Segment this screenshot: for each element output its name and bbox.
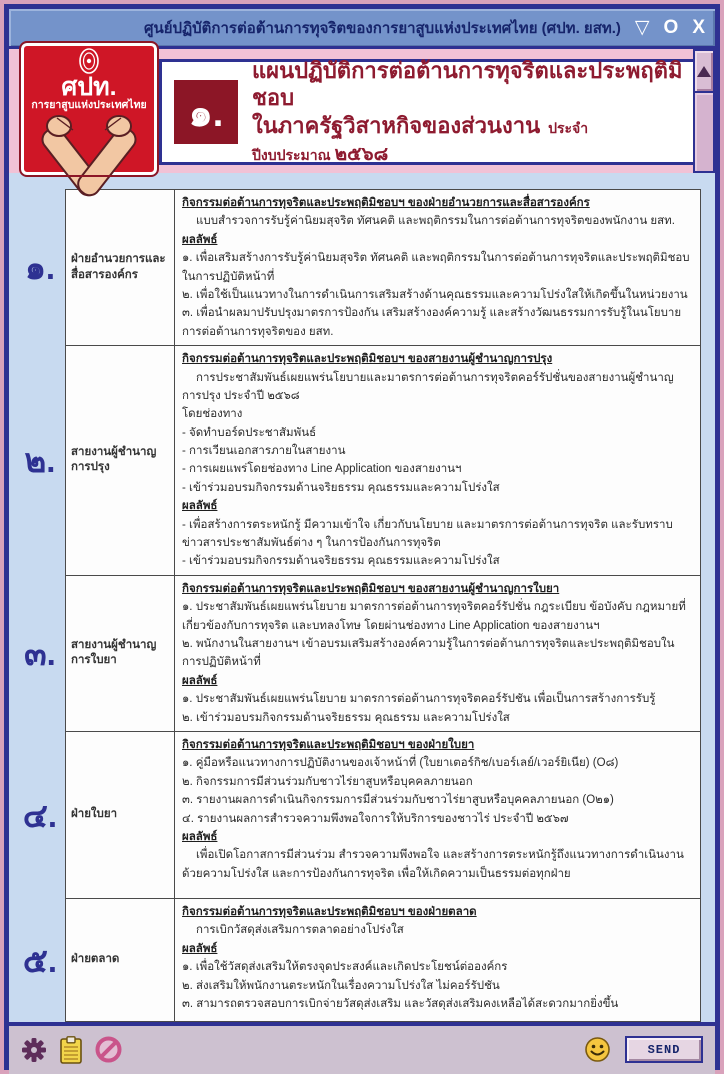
cell-line: ๔. รายงานผลการสำรวจความพึงพอใจการให้บริการของชาวไร่ ประจำปี ๒๕๖๗ [182, 812, 569, 825]
logo-org-name: การยาสูบแห่งประเทศไทย [31, 99, 147, 112]
cell-line: ๓. สามารถตรวจสอบการเบิกจ่ายวัสดุส่งเสริม และวัสดุส่งเสริมคงเหลือได้สะดวกมากยิ่งขึ้น [182, 997, 619, 1010]
department-cell: ฝ่ายใบยา [65, 731, 175, 899]
cell-heading: กิจกรรมต่อต้านการทุจริตและประพฤติมิชอบฯ ของสายงานผู้ชำนาญการใบยา [182, 582, 560, 595]
cell-heading: ผลลัพธ์ [182, 500, 218, 513]
activities-cell [174, 731, 701, 899]
crossed-arms-icon [33, 114, 145, 174]
activities-cell [174, 575, 701, 732]
activities-cell [174, 898, 701, 1022]
department-cell: สายงานผู้ชำนาญการใบยา [65, 575, 175, 732]
toolbar-left-group [21, 1036, 572, 1064]
cell-line: - เข้าร่วมอบรมกิจกรรมด้านจริยธรรม คุณธรรมและความโปร่งใส [182, 555, 500, 568]
cell-line: การเบิกวัสดุส่งเสริมการตลาดอย่างโปร่งใส [196, 924, 404, 937]
table-row [15, 576, 701, 732]
department-cell: ฝ่ายตลาด [65, 898, 175, 1022]
row-number: ๑. [24, 249, 56, 287]
cell-line: - การเผยแพร่โดยช่องทาง Line Application ของสายงานฯ [182, 463, 462, 476]
cell-line: - เข้าร่วมอบรมกิจกรรมด้านจริยธรรม คุณธรรมและความโปร่งใส [182, 481, 500, 494]
cell-line: ๑. คู่มือหรือแนวทางการปฏิบัติงานของเจ้าหน้าที่ (ใบยาเตอร์กิช/เบอร์เลย์/เวอร์ยิเนีย) (O๘) [182, 757, 619, 770]
cell-heading: ผลลัพธ์ [182, 942, 218, 955]
cell-heading: กิจกรรมต่อต้านการทุจริตและประพฤติมิชอบฯ ของฝ่ายอำนวยการและสื่อสารองค์กร [182, 197, 590, 209]
cell-heading: กิจกรรมต่อต้านการทุจริตและประพฤติมิชอบฯ ของสายงานผู้ชำนาญการปรุง [182, 353, 553, 366]
header-banner [159, 59, 707, 165]
scrollbar-track[interactable] [693, 93, 715, 173]
table-row [15, 899, 701, 1022]
department-cell: สายงานผู้ชำนาญการปรุง [65, 345, 175, 576]
cell-line: ๒. เพื่อใช้เป็นแนวทางในการดำเนินการเสริมสร้างด้านคุณธรรมและความโปร่งใสให้เกิดขึ้นในหน่วยงาน [182, 288, 688, 301]
cell-line: การประชาสัมพันธ์เผยแพร่นโยบายและมาตรการต่อต้านการทุจริตคอร์รัปชั่นของสายงานผู้ชำนาญการปรุง ประจำปี ๒๕๖๘ [182, 371, 674, 402]
window-body [4, 4, 720, 1070]
department-cell: ฝ่ายอำนวยการและสื่อสารองค์กร [65, 189, 175, 346]
scroll-up-button[interactable] [693, 49, 715, 93]
table-row [15, 189, 701, 346]
cell-line: ๑. เพื่อใช้วัสดุส่งเสริมให้ตรงจุดประสงค์และเกิดประโยชน์ต่อองค์กร [182, 961, 508, 974]
cell-line: แบบสำรวจการรับรู้ค่านิยมสุจริต ทัศนคติ และพฤติกรรมในการต่อต้านการทุจริตของพนักงาน ยสท. [196, 215, 675, 228]
cell-heading: กิจกรรมต่อต้านการทุจริตและประพฤติมิชอบฯ ของฝ่ายใบยา [182, 738, 475, 751]
cell-heading: ผลลัพธ์ [182, 233, 218, 246]
cell-line: ๒. เข้าร่วมอบรมกิจกรรมด้านจริยธรรม คุณธรรม และความโปร่งใส [182, 711, 510, 724]
cell-line: ๒. กิจกรรมการมีส่วนร่วมกับชาวไร่ยาสูบหรือบุคคลภายนอก [182, 775, 473, 788]
page-title-line2: ในภาครัฐวิสาหกิจของส่วนงาน ประจำปีงบประมาณ ๒๕๖๘ [252, 112, 589, 166]
row-number: ๓. [24, 635, 56, 673]
fiscal-year-value: ๒๕๖๘ [334, 144, 389, 166]
scrollbar [693, 49, 715, 173]
toolbar-right-group [584, 1036, 703, 1063]
block-icon[interactable] [95, 1036, 122, 1063]
cell-line: ๒. พนักงานในสายงานฯ เข้าอบรมเสริมสร้างองค์ความรู้ในการต่อต้านการทุจริตและประพฤติมิชอบในการปฏิบัติหน้าที่ [182, 637, 675, 669]
activities-cell [174, 189, 701, 346]
row-number: ๕. [22, 941, 58, 979]
cell-line: โดยช่องทาง [182, 408, 243, 421]
fiscal-year-label: ประจำปีงบประมาณ [252, 119, 589, 164]
cell-line: ๓. เพื่อนำผลมาปรับปรุงมาตรการป้องกัน เสริมสร้างองค์ความรู้ และสร้างวัฒนธรรมการรับรู้ในนโยบายการต่อต้านการทุจริตของ ยสท. [182, 307, 682, 338]
send-button[interactable]: SEND [625, 1036, 703, 1063]
activities-cell [174, 345, 701, 576]
cell-heading: กิจกรรมต่อต้านการทุจริตและประพฤติมิชอบฯ ของฝ่ายตลาด [182, 905, 477, 918]
cell-line: ๑. ประชาสัมพันธ์เผยแพร่นโยบาย มาตรการต่อต้านการทุจริตคอร์รัปชั่น กฎระเบียบ ข้อบังคับ กฎหมายที่เกี่ยวข้องกับการทุจริต และบทลงโทษ โดยผ่านช่องทาง Line Application ของสายงานฯ [182, 601, 686, 632]
cell-line: ๓. รายงานผลการดำเนินกิจกรรมการมีส่วนร่วมกับชาวไร่ยาสูบหรือบุคคลภายนอก (O๒๑) [182, 794, 614, 807]
section-number-badge: ๑. [174, 80, 238, 144]
page-title-line1: แผนปฏิบัติการต่อต้านการทุจริตและประพฤติมิชอบ [252, 57, 683, 111]
cell-heading: ผลลัพธ์ [182, 674, 218, 687]
logo-abbr: ศปท. [61, 73, 117, 101]
cell-line: ๒. ส่งเสริมให้พนักงานตระหนักในเรื่องความโปร่งใส ไม่คอร์รัปชัน [182, 979, 500, 992]
cell-line: - การเวียนเอกสารภายในสายงาน [182, 445, 346, 458]
table-row [15, 346, 701, 576]
row-number: ๒. [24, 442, 56, 480]
clipboard-icon[interactable] [59, 1036, 83, 1064]
org-logo [21, 43, 157, 175]
smiley-icon[interactable] [584, 1036, 611, 1063]
page-title [252, 57, 704, 167]
minimize-icon[interactable]: ▽ [634, 17, 650, 38]
plan-table [9, 173, 715, 1022]
cell-line: - จัดทำบอร์ดประชาสัมพันธ์ [182, 426, 317, 439]
window-title: ศูนย์ปฏิบัติการต่อต้านการทุจริตของการยาสูบแห่งประเทศไทย (ศปท. ยสท.) [143, 19, 621, 37]
table-row [15, 732, 701, 899]
gear-icon[interactable] [21, 1037, 47, 1063]
row-number: ๔. [22, 796, 58, 834]
emblem-icon [78, 48, 100, 74]
arrow-up-icon [697, 66, 711, 77]
maximize-icon[interactable]: O [663, 17, 679, 38]
close-icon[interactable]: X [692, 17, 705, 38]
cell-line: - เพื่อสร้างการตระหนักรู้ มีความเข้าใจ เกี่ยวกับนโยบาย และมาตรการต่อต้านการทุจริต และรับทราบข่าวสารประชาสัมพันธ์ต่าง ๆ ในการป้องกันการทุจริต [182, 518, 673, 550]
cell-line: เพื่อเปิดโอกาสการมีส่วนร่วม สำรวจความพึงพอใจ และสร้างการตระหนักรู้ถึงแนวทางการดำเนินงานด้วยความโปร่งใส และการป้องกันการทุจริต เพื่อให้เกิดความเป็นธรรมต่อทุกฝ่าย [182, 849, 684, 880]
cell-line: ๑. เพื่อเสริมสร้างการรับรู้ค่านิยมสุจริต ทัศนคติ และพฤติกรรมในการต่อต้านการทุจริตและประพฤติมิชอบในการปฏิบัติหน้าที่ [182, 252, 690, 283]
cell-line: ๑. ประชาสัมพันธ์เผยแพร่นโยบาย มาตรการต่อต้านการทุจริตคอร์รัปชัน เพื่อเป็นการสร้างการรับรู้ [182, 693, 656, 706]
cell-heading: ผลลัพธ์ [182, 830, 218, 843]
bottom-toolbar [9, 1022, 715, 1074]
